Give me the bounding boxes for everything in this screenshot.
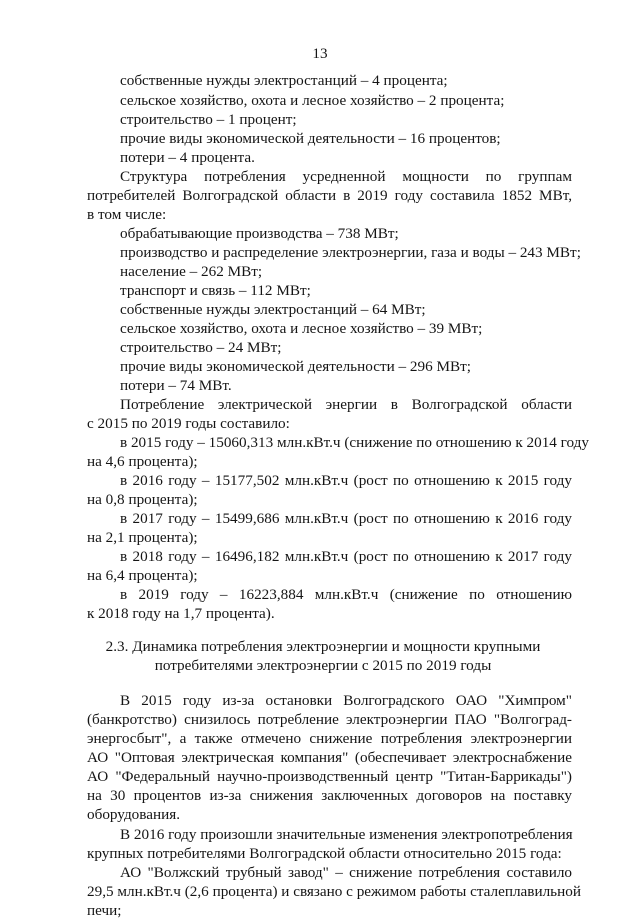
list-item: потери – 74 МВт. [120,377,232,394]
section-heading-line: потребителями электроэнергии с 2015 по 2019 годы [154,657,492,674]
paragraph-line: печи; [87,902,122,919]
year-line: на 0,8 процента); [87,491,198,508]
list-item: сельское хозяйство, охота и лесное хозяйство – 39 МВт; [120,320,483,337]
year-line: в 2016 году – 15177,502 млн.кВт.ч (рост по отношению к 2015 году [120,472,572,489]
paragraph-line: на 30 процентов из-за снижения заключенных договоров на поставку [87,787,572,804]
paragraph-line: оборудования. [87,806,181,823]
list-item: прочие виды экономической деятельности – 16 процентов; [120,130,501,147]
list-item: транспорт и связь – 112 МВт; [120,282,311,299]
list-item: собственные нужды электростанций – 4 процента; [120,72,448,89]
paragraph-line: АО "Волжский трубный завод" – снижение потребления составило [120,864,572,881]
year-line: в 2015 году – 15060,313 млн.кВт.ч (снижение по отношению к 2014 году [120,434,590,451]
paragraph-line: АО "Федеральный научно-производственный центр "Титан-Баррикады") [87,768,572,785]
paragraph-line: потребителей Волгоградской области в 2019 году составила 1852 МВт, [87,187,572,204]
paragraph-line: крупных потребителями Волгоградской области относительно 2015 года: [87,845,562,862]
list-item: обрабатывающие производства – 738 МВт; [120,225,399,242]
list-item: сельское хозяйство, охота и лесное хозяйство – 2 процента; [120,92,505,109]
list-item: собственные нужды электростанций – 64 МВт; [120,301,426,318]
list-item: строительство – 24 МВт; [120,339,282,356]
list-item: прочие виды экономической деятельности – 296 МВт; [120,358,471,375]
paragraph-line: АО "Оптовая электрическая компания" (обеспечивает электроснабжение [87,749,572,766]
year-line: в 2017 году – 15499,686 млн.кВт.ч (рост по отношению к 2016 году [120,510,572,527]
year-line: на 4,6 процента); [87,453,198,470]
paragraph-line: Структура потребления усредненной мощности по группам [120,168,572,185]
list-item: производство и распределение электроэнергии, газа и воды – 243 МВт; [120,244,581,261]
paragraph-line: в том числе: [87,206,167,223]
year-line: в 2018 году – 16496,182 млн.кВт.ч (рост по отношению к 2017 году [120,548,572,565]
paragraph-line: В 2015 году из-за остановки Волгоградского ОАО "Химпром" [120,692,572,709]
year-line: в 2019 году – 16223,884 млн.кВт.ч (снижение по отношению [120,586,572,603]
paragraph-line: 29,5 млн.кВт.ч (2,6 процента) и связано с режимом работы сталеплавильной [87,883,581,900]
year-line: на 2,1 процента); [87,529,198,546]
paragraph-line: В 2016 году произошли значительные изменения электропотребления [120,826,573,843]
section-heading-line: 2.3. Динамика потребления электроэнергии и мощности крупными [105,638,541,655]
list-item: строительство – 1 процент; [120,111,297,128]
paragraph-line: энергосбыт", а также отмечено снижение потребления электроэнергии [87,730,572,747]
paragraph-line: с 2015 по 2019 годы составило: [87,415,290,432]
paragraph-line: (банкротство) снизилось потребление электроэнергии ПАО "Волгоград- [87,711,572,728]
page-number: 13 [312,45,328,62]
list-item: население – 262 МВт; [120,263,263,280]
year-line: к 2018 году на 1,7 процента). [87,605,275,622]
paragraph-line: Потребление электрической энергии в Волгоградской области [120,396,572,413]
year-line: на 6,4 процента); [87,567,198,584]
list-item: потери – 4 процента. [120,149,255,166]
